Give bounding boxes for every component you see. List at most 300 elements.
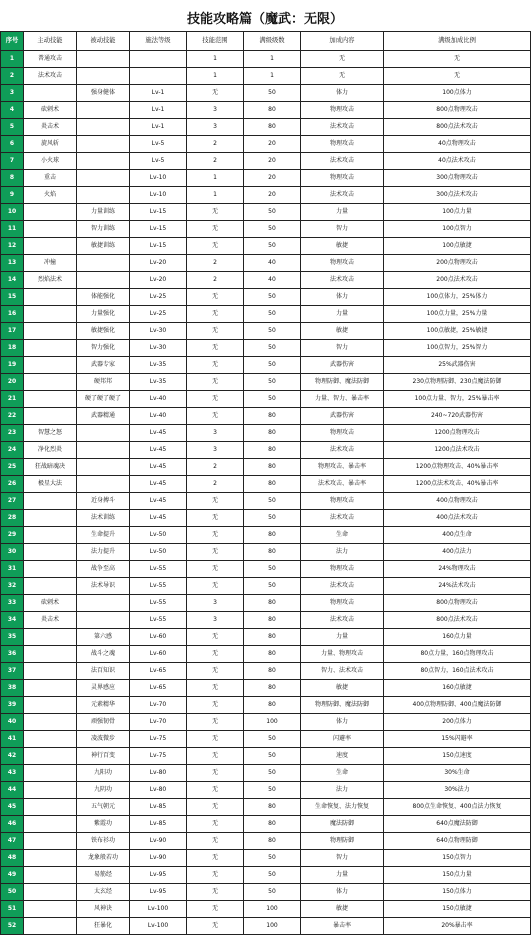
sheet-title: 技能攻略篇（魔武：无限）: [186, 12, 343, 27]
cell-seq: 49: [1, 867, 24, 884]
cell-seq: 44: [1, 782, 24, 799]
cell-active-skill: [24, 408, 77, 425]
cell-skill-range: 无: [187, 663, 244, 680]
cell-active-skill: [24, 799, 77, 816]
cell-max-level: 80: [244, 799, 301, 816]
cell-max-level: 20: [244, 170, 301, 187]
cell-bonus-type: 武器伤害: [301, 408, 384, 425]
cell-active-skill: 狂战暗魂决: [24, 459, 77, 476]
cell-skill-range: 1: [187, 51, 244, 68]
cell-skill-range: 无: [187, 204, 244, 221]
cell-seq: 39: [1, 697, 24, 714]
cell-passive-skill: 龙象般若功: [77, 850, 130, 867]
cell-cast-level: Lv-45: [130, 476, 187, 493]
cell-active-skill: 小火球: [24, 153, 77, 170]
cell-max-bonus: 150点体力: [384, 884, 531, 901]
cell-bonus-type: 体力: [301, 85, 384, 102]
cell-max-bonus: 100点敏捷: [384, 238, 531, 255]
cell-seq: 43: [1, 765, 24, 782]
cell-skill-range: 无: [187, 765, 244, 782]
cell-max-bonus: 150点智力: [384, 850, 531, 867]
table-row: [1, 595, 531, 612]
cell-max-level: 80: [244, 102, 301, 119]
cell-bonus-type: 暴击率: [301, 918, 384, 935]
cell-active-skill: [24, 221, 77, 238]
cell-max-bonus: 25%武器伤害: [384, 357, 531, 374]
cell-cast-level: [130, 51, 187, 68]
cell-skill-range: 无: [187, 289, 244, 306]
cell-bonus-type: 物理攻击: [301, 561, 384, 578]
cell-seq: 29: [1, 527, 24, 544]
cell-bonus-type: 智力、法术攻击: [301, 663, 384, 680]
cell-active-skill: [24, 493, 77, 510]
cell-max-bonus: 400点法术攻击: [384, 510, 531, 527]
cell-passive-skill: 元素精华: [77, 697, 130, 714]
cell-max-bonus: 150点力量: [384, 867, 531, 884]
cell-cast-level: Lv-65: [130, 663, 187, 680]
cell-max-bonus: 40点法术攻击: [384, 153, 531, 170]
cell-max-level: 50: [244, 493, 301, 510]
cell-bonus-type: 魔法防御: [301, 816, 384, 833]
cell-skill-range: 2: [187, 255, 244, 272]
cell-skill-range: 无: [187, 697, 244, 714]
cell-seq: 8: [1, 170, 24, 187]
table-row: [1, 323, 531, 340]
cell-cast-level: Lv-45: [130, 425, 187, 442]
cell-cast-level: Lv-40: [130, 408, 187, 425]
cell-seq: 38: [1, 680, 24, 697]
cell-seq: 10: [1, 204, 24, 221]
cell-skill-range: 无: [187, 323, 244, 340]
cell-max-level: 80: [244, 119, 301, 136]
cell-bonus-type: 智力: [301, 340, 384, 357]
cell-max-bonus: 400点法力: [384, 544, 531, 561]
cell-max-level: 80: [244, 646, 301, 663]
cell-bonus-type: 敏捷: [301, 901, 384, 918]
cell-cast-level: Lv-100: [130, 918, 187, 935]
cell-bonus-type: 法力: [301, 782, 384, 799]
cell-passive-skill: 硬邦邦: [77, 374, 130, 391]
cell-cast-level: Lv-60: [130, 646, 187, 663]
cell-bonus-type: 法术攻击: [301, 612, 384, 629]
cell-passive-skill: 紫霞功: [77, 816, 130, 833]
cell-bonus-type: 生命: [301, 527, 384, 544]
table-row: [1, 374, 531, 391]
cell-passive-skill: [77, 612, 130, 629]
cell-active-skill: [24, 714, 77, 731]
cell-max-bonus: 400点物理攻击: [384, 493, 531, 510]
table-row: [1, 493, 531, 510]
cell-skill-range: 无: [187, 221, 244, 238]
cell-skill-range: 无: [187, 884, 244, 901]
header-max-level: 满级级数: [244, 32, 301, 51]
cell-cast-level: Lv-25: [130, 289, 187, 306]
table-row: [1, 340, 531, 357]
table-row: [1, 544, 531, 561]
table-row: [1, 255, 531, 272]
cell-passive-skill: 武器专家: [77, 357, 130, 374]
cell-skill-range: 2: [187, 272, 244, 289]
header-active-skill: 主动技能: [24, 32, 77, 51]
cell-max-bonus: 1200点法术攻击: [384, 442, 531, 459]
cell-bonus-type: 法术攻击、暴击率: [301, 476, 384, 493]
cell-max-bonus: 800点物理攻击: [384, 102, 531, 119]
table-row: [1, 850, 531, 867]
cell-skill-range: 2: [187, 136, 244, 153]
cell-passive-skill: [77, 425, 130, 442]
cell-cast-level: Lv-5: [130, 153, 187, 170]
cell-seq: 33: [1, 595, 24, 612]
cell-passive-skill: 狂暴化: [77, 918, 130, 935]
table-row: [1, 833, 531, 850]
cell-bonus-type: 物理防御、魔法防御: [301, 374, 384, 391]
cell-cast-level: Lv-15: [130, 204, 187, 221]
cell-bonus-type: 物理防御、魔法防御: [301, 697, 384, 714]
cell-active-skill: 净化烈炎: [24, 442, 77, 459]
cell-max-bonus: 无: [384, 51, 531, 68]
cell-active-skill: [24, 680, 77, 697]
cell-skill-range: 无: [187, 238, 244, 255]
cell-bonus-type: 体力: [301, 714, 384, 731]
cell-active-skill: [24, 340, 77, 357]
cell-skill-range: 无: [187, 340, 244, 357]
cell-bonus-type: 法术攻击: [301, 153, 384, 170]
cell-active-skill: [24, 663, 77, 680]
cell-passive-skill: [77, 170, 130, 187]
cell-seq: 48: [1, 850, 24, 867]
cell-max-bonus: 100点体力: [384, 85, 531, 102]
cell-active-skill: [24, 357, 77, 374]
cell-active-skill: [24, 884, 77, 901]
cell-max-bonus: 1200点物理攻击、40%暴击率: [384, 459, 531, 476]
cell-cast-level: Lv-70: [130, 697, 187, 714]
cell-passive-skill: 近身搏斗: [77, 493, 130, 510]
cell-cast-level: Lv-85: [130, 799, 187, 816]
cell-active-skill: 极星大法: [24, 476, 77, 493]
cell-max-level: 50: [244, 306, 301, 323]
table-row: [1, 85, 531, 102]
cell-seq: 21: [1, 391, 24, 408]
cell-active-skill: 普通攻击: [24, 51, 77, 68]
cell-max-bonus: 150点速度: [384, 748, 531, 765]
cell-bonus-type: 无: [301, 68, 384, 85]
cell-passive-skill: [77, 136, 130, 153]
cell-active-skill: 砍刺术: [24, 595, 77, 612]
cell-max-level: 20: [244, 136, 301, 153]
table-row: [1, 204, 531, 221]
cell-cast-level: Lv-20: [130, 255, 187, 272]
table-row: [1, 153, 531, 170]
cell-seq: 31: [1, 561, 24, 578]
cell-seq: 28: [1, 510, 24, 527]
cell-max-bonus: 24%物理攻击: [384, 561, 531, 578]
table-row: [1, 918, 531, 935]
cell-bonus-type: 物理攻击: [301, 255, 384, 272]
cell-skill-range: 无: [187, 646, 244, 663]
cell-cast-level: Lv-15: [130, 238, 187, 255]
cell-seq: 26: [1, 476, 24, 493]
cell-skill-range: 3: [187, 119, 244, 136]
cell-active-skill: 智慧之怒: [24, 425, 77, 442]
cell-passive-skill: 灵界感应: [77, 680, 130, 697]
cell-skill-range: 无: [187, 850, 244, 867]
cell-cast-level: Lv-75: [130, 748, 187, 765]
cell-max-bonus: 30%法力: [384, 782, 531, 799]
cell-passive-skill: 九阴功: [77, 782, 130, 799]
cell-max-bonus: 800点法术攻击: [384, 119, 531, 136]
cell-active-skill: [24, 765, 77, 782]
cell-bonus-type: 法术攻击: [301, 510, 384, 527]
cell-passive-skill: 力量训练: [77, 204, 130, 221]
cell-max-level: 50: [244, 357, 301, 374]
cell-active-skill: [24, 816, 77, 833]
cell-skill-range: 无: [187, 561, 244, 578]
skill-table: [0, 31, 531, 935]
cell-passive-skill: 强身健体: [77, 85, 130, 102]
cell-seq: 13: [1, 255, 24, 272]
cell-passive-skill: 战斗之魂: [77, 646, 130, 663]
table-row: [1, 629, 531, 646]
cell-skill-range: 无: [187, 578, 244, 595]
cell-bonus-type: 力量、智力、暴击率: [301, 391, 384, 408]
cell-max-bonus: 100点力量，25%力量: [384, 306, 531, 323]
cell-seq: 19: [1, 357, 24, 374]
cell-max-level: 50: [244, 765, 301, 782]
cell-skill-range: 无: [187, 527, 244, 544]
cell-active-skill: 火焰: [24, 187, 77, 204]
table-row: [1, 442, 531, 459]
cell-active-skill: [24, 850, 77, 867]
cell-skill-range: 2: [187, 459, 244, 476]
cell-max-level: 80: [244, 476, 301, 493]
cell-seq: 22: [1, 408, 24, 425]
cell-bonus-type: 力量: [301, 204, 384, 221]
cell-bonus-type: 法术攻击: [301, 187, 384, 204]
cell-passive-skill: 九阳功: [77, 765, 130, 782]
table-row: [1, 901, 531, 918]
cell-max-level: 50: [244, 561, 301, 578]
table-row: [1, 459, 531, 476]
cell-seq: 47: [1, 833, 24, 850]
cell-passive-skill: [77, 272, 130, 289]
cell-max-level: 100: [244, 714, 301, 731]
cell-bonus-type: 物理防御: [301, 833, 384, 850]
table-row: [1, 527, 531, 544]
cell-max-level: 50: [244, 578, 301, 595]
cell-max-bonus: 20%暴击率: [384, 918, 531, 935]
cell-seq: 4: [1, 102, 24, 119]
cell-max-level: 80: [244, 629, 301, 646]
cell-cast-level: Lv-45: [130, 493, 187, 510]
table-row: [1, 731, 531, 748]
table-row: [1, 476, 531, 493]
cell-skill-range: 1: [187, 68, 244, 85]
cell-cast-level: Lv-25: [130, 306, 187, 323]
cell-active-skill: [24, 697, 77, 714]
cell-max-level: 50: [244, 289, 301, 306]
cell-max-level: 80: [244, 595, 301, 612]
cell-max-level: 80: [244, 833, 301, 850]
cell-passive-skill: 法力提升: [77, 544, 130, 561]
table-row: [1, 136, 531, 153]
cell-cast-level: Lv-30: [130, 340, 187, 357]
cell-max-level: 50: [244, 782, 301, 799]
cell-passive-skill: [77, 51, 130, 68]
cell-seq: 41: [1, 731, 24, 748]
cell-skill-range: 3: [187, 595, 244, 612]
cell-bonus-type: 物理攻击: [301, 595, 384, 612]
header-cast-level: 施法等级: [130, 32, 187, 51]
cell-seq: 32: [1, 578, 24, 595]
table-row: [1, 765, 531, 782]
cell-passive-skill: 体能强化: [77, 289, 130, 306]
cell-seq: 9: [1, 187, 24, 204]
cell-passive-skill: [77, 119, 130, 136]
cell-max-bonus: 150点敏捷: [384, 901, 531, 918]
cell-passive-skill: 第六感: [77, 629, 130, 646]
cell-skill-range: 无: [187, 357, 244, 374]
cell-active-skill: [24, 629, 77, 646]
cell-max-level: 50: [244, 391, 301, 408]
table-row: [1, 306, 531, 323]
cell-max-level: 80: [244, 527, 301, 544]
cell-max-bonus: 230点物理防御、230点魔法防御: [384, 374, 531, 391]
cell-active-skill: 炎击术: [24, 612, 77, 629]
cell-skill-range: 无: [187, 901, 244, 918]
cell-active-skill: [24, 901, 77, 918]
cell-passive-skill: 风神诀: [77, 901, 130, 918]
cell-cast-level: Lv-100: [130, 901, 187, 918]
cell-active-skill: 冲撞: [24, 255, 77, 272]
cell-active-skill: [24, 748, 77, 765]
cell-passive-skill: [77, 595, 130, 612]
cell-max-level: 50: [244, 731, 301, 748]
cell-max-level: 80: [244, 697, 301, 714]
cell-skill-range: 无: [187, 391, 244, 408]
cell-cast-level: Lv-1: [130, 85, 187, 102]
cell-max-bonus: 1200点法术攻击、40%暴击率: [384, 476, 531, 493]
cell-bonus-type: 生命: [301, 765, 384, 782]
cell-skill-range: 无: [187, 374, 244, 391]
cell-max-bonus: 800点法术攻击: [384, 612, 531, 629]
table-row: [1, 714, 531, 731]
cell-max-level: 50: [244, 374, 301, 391]
cell-max-level: 50: [244, 884, 301, 901]
cell-bonus-type: 法力: [301, 544, 384, 561]
cell-bonus-type: 物理攻击: [301, 425, 384, 442]
cell-skill-range: 无: [187, 833, 244, 850]
cell-bonus-type: 物理攻击: [301, 136, 384, 153]
cell-seq: 37: [1, 663, 24, 680]
cell-skill-range: 3: [187, 102, 244, 119]
cell-max-level: 80: [244, 680, 301, 697]
cell-bonus-type: 生命恢复、法力恢复: [301, 799, 384, 816]
cell-bonus-type: 物理攻击: [301, 493, 384, 510]
cell-cast-level: Lv-45: [130, 442, 187, 459]
cell-seq: 45: [1, 799, 24, 816]
table-row: [1, 799, 531, 816]
cell-bonus-type: 法术攻击: [301, 119, 384, 136]
table-row: [1, 578, 531, 595]
cell-passive-skill: [77, 153, 130, 170]
cell-skill-range: 无: [187, 408, 244, 425]
cell-max-bonus: 800点物理攻击: [384, 595, 531, 612]
table-row: [1, 221, 531, 238]
cell-seq: 34: [1, 612, 24, 629]
table-row: [1, 561, 531, 578]
cell-cast-level: [130, 68, 187, 85]
cell-active-skill: 重击: [24, 170, 77, 187]
cell-bonus-type: 速度: [301, 748, 384, 765]
cell-cast-level: Lv-15: [130, 221, 187, 238]
cell-active-skill: [24, 782, 77, 799]
cell-max-bonus: 1200点物理攻击: [384, 425, 531, 442]
cell-max-bonus: 15%闪避率: [384, 731, 531, 748]
table-row: [1, 884, 531, 901]
cell-passive-skill: [77, 255, 130, 272]
table-row: [1, 170, 531, 187]
cell-bonus-type: 武器伤害: [301, 357, 384, 374]
cell-passive-skill: 生命提升: [77, 527, 130, 544]
cell-skill-range: 3: [187, 442, 244, 459]
cell-max-level: 50: [244, 323, 301, 340]
cell-bonus-type: 智力: [301, 221, 384, 238]
cell-skill-range: 无: [187, 918, 244, 935]
cell-active-skill: 砍刺术: [24, 102, 77, 119]
cell-cast-level: Lv-95: [130, 884, 187, 901]
cell-active-skill: [24, 527, 77, 544]
cell-skill-range: 无: [187, 306, 244, 323]
cell-cast-level: Lv-35: [130, 374, 187, 391]
cell-passive-skill: 凌波微步: [77, 731, 130, 748]
cell-max-level: 100: [244, 901, 301, 918]
table-row: [1, 51, 531, 68]
table-row: [1, 289, 531, 306]
cell-cast-level: Lv-35: [130, 357, 187, 374]
cell-bonus-type: 敏捷: [301, 680, 384, 697]
cell-max-level: 80: [244, 544, 301, 561]
cell-max-bonus: 160点力量: [384, 629, 531, 646]
cell-max-bonus: 400点生命: [384, 527, 531, 544]
cell-max-level: 50: [244, 850, 301, 867]
cell-max-level: 20: [244, 153, 301, 170]
cell-passive-skill: [77, 187, 130, 204]
cell-max-bonus: 30%生命: [384, 765, 531, 782]
table-row: [1, 663, 531, 680]
cell-active-skill: [24, 85, 77, 102]
cell-bonus-type: 体力: [301, 289, 384, 306]
cell-max-bonus: 160点敏捷: [384, 680, 531, 697]
cell-bonus-type: 法术攻击: [301, 272, 384, 289]
table-row: [1, 612, 531, 629]
cell-max-level: 80: [244, 408, 301, 425]
cell-seq: 24: [1, 442, 24, 459]
cell-max-bonus: 24%法术攻击: [384, 578, 531, 595]
cell-bonus-type: 智力: [301, 850, 384, 867]
cell-active-skill: 法术攻击: [24, 68, 77, 85]
cell-max-bonus: 640点物理防御: [384, 833, 531, 850]
cell-seq: 2: [1, 68, 24, 85]
table-row: [1, 748, 531, 765]
header-skill-range: 技能范围: [187, 32, 244, 51]
cell-cast-level: Lv-85: [130, 816, 187, 833]
cell-max-bonus: 200点法术攻击: [384, 272, 531, 289]
cell-bonus-type: 闪避率: [301, 731, 384, 748]
cell-seq: 17: [1, 323, 24, 340]
table-row: [1, 782, 531, 799]
cell-max-bonus: 40点物理攻击: [384, 136, 531, 153]
cell-cast-level: Lv-1: [130, 119, 187, 136]
